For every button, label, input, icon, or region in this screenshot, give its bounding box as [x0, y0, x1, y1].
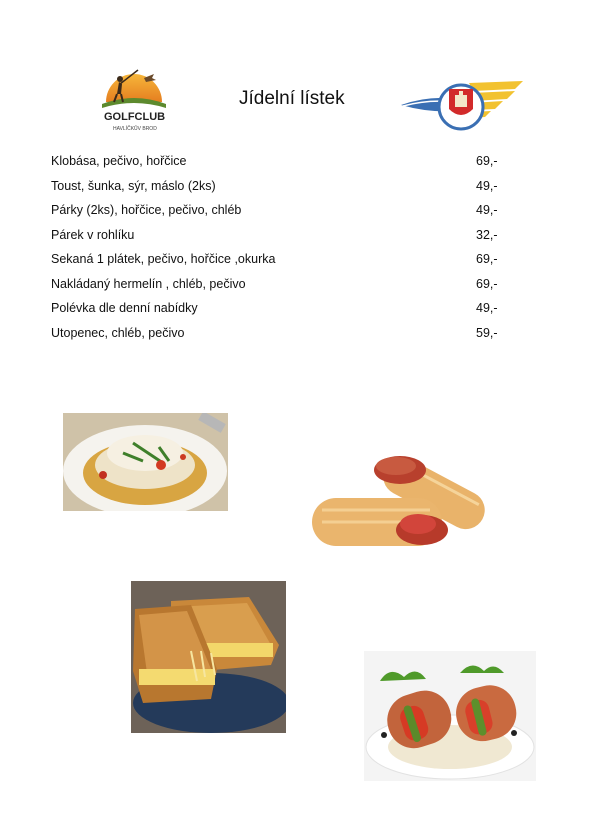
menu-item-name: Utopenec, chléb, pečivo: [51, 325, 185, 340]
menu-item-name: Párek v rohlíku: [51, 227, 135, 242]
menu-item-price: 49,-: [476, 203, 498, 217]
winged-shield-emblem-icon: [399, 77, 525, 131]
menu-item: [51, 324, 501, 349]
menu-item-price: 49,-: [476, 178, 498, 193]
menu-item-name: Nakládaný hermelín , chléb, pečivo: [51, 276, 246, 291]
menu-item-price: 69,-: [476, 276, 498, 291]
menu-item: [51, 299, 501, 324]
logo-sub-text: HAVLÍČKŮV BROD: [113, 126, 157, 132]
menu-list: [51, 152, 501, 348]
logo-brand-text: GOLFCLUB: [104, 111, 166, 123]
menu-item: [51, 177, 501, 202]
pickled-sausage-photo: [364, 651, 536, 781]
french-hotdog-photo: [300, 440, 500, 568]
menu-item-name: Toust, šunka, sýr, máslo (2ks): [51, 178, 216, 193]
page-title: Jídelní lístek: [239, 88, 345, 109]
menu-item-name: Sekaná 1 plátek, pečivo, hořčice ,okurka: [51, 252, 276, 266]
menu-item-price: 49,-: [476, 301, 498, 315]
golfclub-logo: [98, 64, 170, 136]
menu-item-name: Klobása, pečivo, hořčice: [51, 154, 187, 168]
menu-item-price: 59,-: [476, 325, 498, 340]
menu-item: [51, 250, 501, 275]
menu-item-price: 69,-: [476, 154, 498, 168]
menu-item: [51, 275, 501, 300]
menu-item-name: Polévka dle denní nabídky: [51, 301, 198, 315]
menu-item-price: 32,-: [476, 227, 498, 242]
menu-item-price: 69,-: [476, 252, 498, 266]
menu-item-name: Párky (2ks), hořčice, pečivo, chléb: [51, 203, 242, 217]
menu-item: [51, 152, 501, 177]
menu-item: [51, 226, 501, 251]
toast-sandwich-photo: [131, 581, 286, 733]
menu-item: [51, 201, 501, 226]
pickled-cheese-photo: [63, 413, 228, 511]
